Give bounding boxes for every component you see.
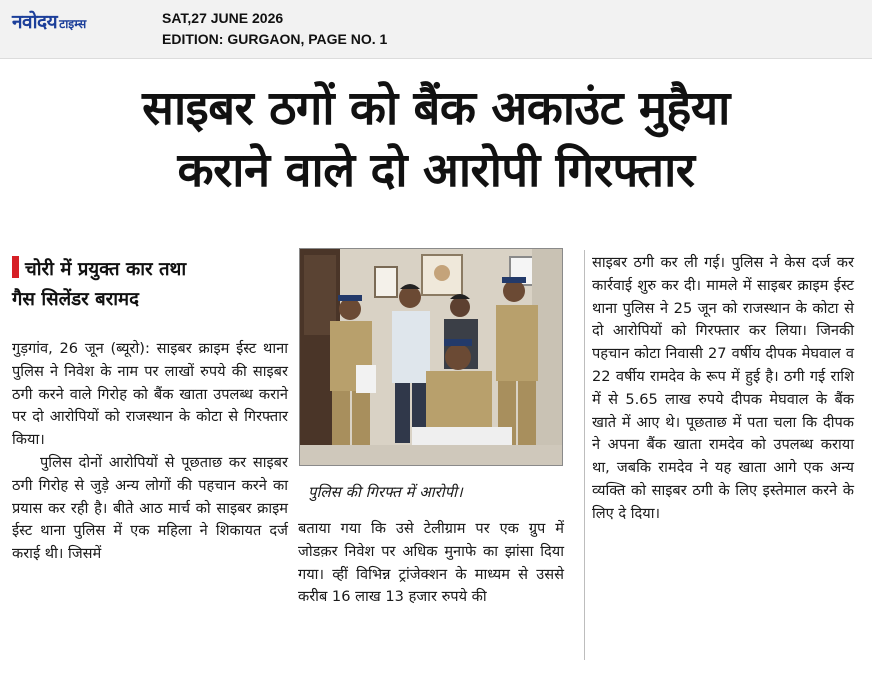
article-paragraph: बताया गया कि उसे टेलीग्राम पर एक ग्रुप में जोडक़र निवेश पर अधिक मुनाफे का झांसा दिया गया। व्हीं विभिन्न ट्रांजेक्शन के माध्यम से उससे करीब 16 लाख 13 हजार रुपये की (298, 520, 564, 606)
photo-caption: पुलिस की गिरफ्त में आरोपी। (308, 483, 463, 501)
column-divider (584, 250, 585, 660)
main-headline (0, 78, 872, 202)
logo-sub-text: टाइम्स (59, 17, 87, 31)
subhead-text-1: चोरी में प्रयुक्त कार तथा (25, 259, 187, 280)
subhead-line-2: गैस सिलेंडर बरामद (12, 289, 139, 310)
newspaper-logo[interactable] (12, 8, 86, 34)
logo-main-text: नवोदय (12, 11, 58, 33)
sub-headline (12, 255, 288, 315)
article-paragraph: साइबर ठगी कर ली गई। पुलिस ने केस दर्ज कर कार्रवाई शुरु कर दी। मामले में साइबर क्राइम ईस्ट थाना पुलिस ने 25 जून को राजस्थान के कोटा से दो आरोपियों को गिरफ्तार कर लिया। जिनकी पहचान कोटा निवासी 27 वर्षीय दीपक मेघवाल व 22 वर्षीय रामदेव के रूप में हुई है। ठगी गई राशि में से 5.65 लाख रुपये दीपक मेघवाल के बैंक खाते में आए थे। पूछताछ में पता चला कि दीपक ने अपना बैंक खाता रामदेव को उपलब्ध कराया था, जबकि रामदेव ने यह खाता आगे एक अन्य व्यक्ति को साइबर ठगी के लिए इस्तेमाल करने के लिए दे दिया। (592, 254, 854, 522)
masthead-bar (0, 0, 872, 59)
edition-info (162, 8, 387, 50)
red-bullet-marker (12, 256, 19, 278)
article-paragraph: पुलिस दोनों आरोपियों से पूछताछ कर साइबर ठगी गिरोह से जुड़े अन्य लोगों की पहचान करने का प्रयास कर रही है। बीते आठ मार्च को साइबर क्राइम ईस्ट थाना पुलिस में एक महिला ने शिकायत दर्ज कराई थी। जिसमें (12, 453, 288, 563)
article-paragraph: गुड़गांव, 26 जून (ब्यूरो): साइबर क्राइम ईस्ट थाना पुलिस ने निवेश के नाम पर लाखों रुपये की साइबर ठगी करने वाले गिरोह को बैंक खाता उपलब्ध कराने पर दो आरोपियों को राजस्थान के कोटा से गिरफ्तार किया। (12, 340, 288, 449)
article-column-3 (592, 252, 854, 526)
publication-date: SAT,27 JUNE 2026 (162, 10, 284, 26)
article-column-2 (298, 518, 564, 609)
edition-page: EDITION: GURGAON, PAGE NO. 1 (162, 31, 388, 47)
news-photo (299, 248, 563, 466)
headline-line-1: साइबर ठगों को बैंक अकाउंट मुहैया (142, 81, 730, 136)
headline-line-2: कराने वाले दो आरोपी गिरफ्तार (177, 143, 695, 198)
subhead-line-1 (12, 255, 288, 285)
article-column-1 (12, 338, 288, 566)
